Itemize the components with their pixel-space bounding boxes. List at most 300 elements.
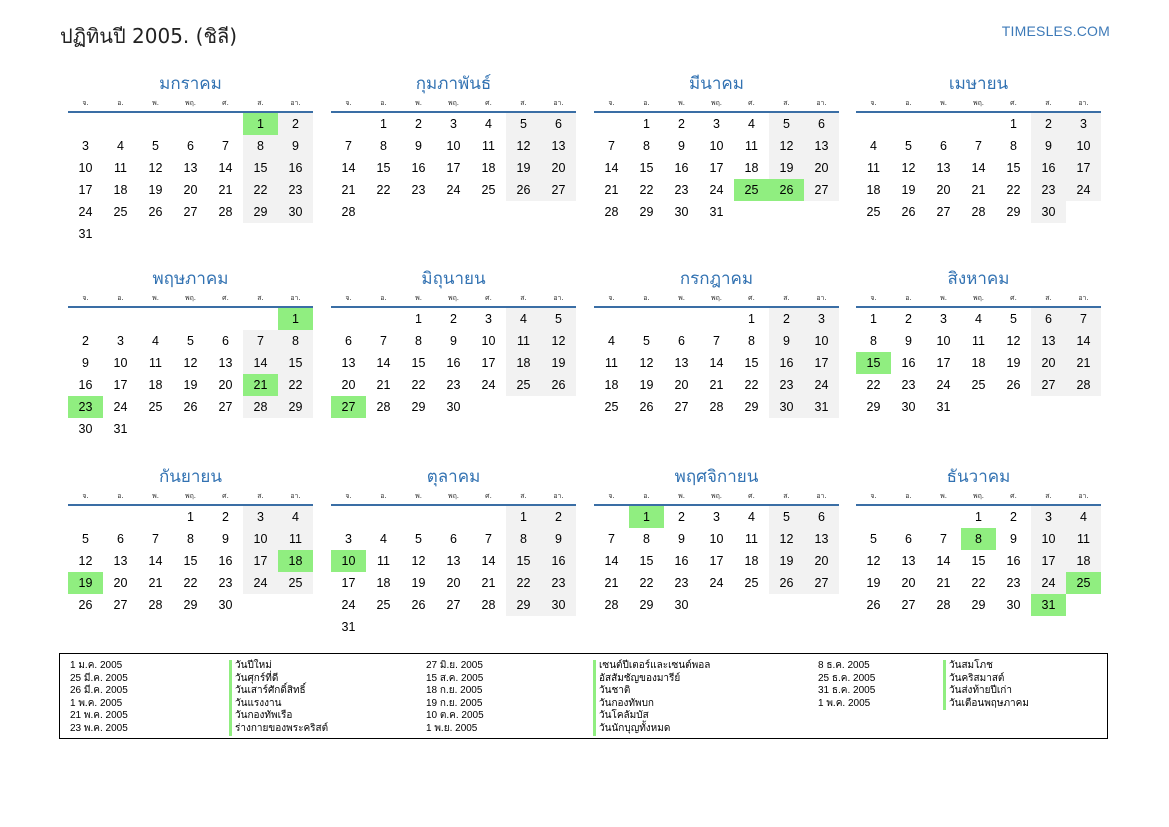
day-cell: 7 [1066,308,1101,330]
day-cell: 28 [709,400,724,414]
day-cell: 15 [639,554,654,568]
weekday-label: ส. [520,99,527,107]
day-cell: 17 [936,356,951,370]
day-cell: 4 [748,117,755,131]
day-cell: 16 [674,161,689,175]
day-cell: 11 [114,161,127,175]
legend-holiday-name: อัสสัมชัญของมารีย์ [593,673,710,686]
day-cell: 6 [187,139,194,153]
day-cell: 27 [901,598,916,612]
weekday-label: พฤ. [447,492,460,500]
day-cell: 20 [936,183,951,197]
day-cell: 18 [113,183,128,197]
day-cell: 24 [709,183,724,197]
day-grid [331,308,576,418]
month-name: กรกฎาคม [679,269,754,289]
weekday-label: พ. [152,99,159,107]
holiday-legend [59,653,1108,739]
day-cell: 21 [604,576,619,590]
day-cell: 16 [1006,554,1021,568]
weekday-label: จ. [82,492,89,500]
weekday-label: อ. [643,492,650,500]
month-name: มิถุนายน [421,269,486,289]
weekday-label: ศ. [1010,492,1017,500]
holiday-day-cell: 10 [331,550,366,572]
month-calendar [68,266,313,440]
weekday-label: อา. [553,492,564,500]
weekday-header [331,490,576,506]
weekday-label: พฤ. [710,99,723,107]
day-cell: 14 [709,356,724,370]
day-cell: 23 [411,183,426,197]
day-cell: 11 [972,334,985,348]
legend-date: 1 พ.ค. 2005 [70,697,123,709]
day-cell: 19 [541,352,576,374]
day-cell: 8 [243,135,278,157]
day-cell: 17 [709,554,724,568]
weekday-label: ส. [1045,492,1052,500]
day-cell: 19 [148,183,163,197]
weekday-label: ศ. [222,294,229,302]
legend-date: 25 ธ.ค. 2005 [818,672,876,684]
day-grid [594,113,839,223]
day-cell: 21 [481,576,496,590]
day-cell: 7 [222,139,229,153]
day-cell: 23 [218,576,233,590]
legend-holiday-name: วันส่งท้ายปีเก่า [943,685,1029,698]
day-cell: 15 [1006,161,1021,175]
legend-column-3-names [943,660,1029,710]
day-cell: 18 [376,576,391,590]
legend-holiday-name: วันโคลัมบัส [593,710,710,723]
day-cell: 27 [183,205,198,219]
legend-date: 1 พ.ค. 2005 [818,697,871,709]
legend-holiday-name: วันนักบุญทั้งหมด [593,723,710,736]
day-cell: 20 [901,576,916,590]
day-cell: 24 [113,400,128,414]
day-cell: 4 [506,308,541,330]
day-cell: 9 [678,139,685,153]
day-grid [594,506,839,616]
month-calendar [856,266,1101,418]
day-cell: 27 [541,179,576,201]
day-cell: 17 [481,356,496,370]
day-cell: 26 [78,598,93,612]
day-cell: 29 [1006,205,1021,219]
day-cell: 8 [380,139,387,153]
weekday-label: จ. [870,492,877,500]
weekday-label: พฤ. [184,99,197,107]
day-cell: 26 [1006,378,1021,392]
day-cell: 17 [804,352,839,374]
day-cell: 27 [1031,374,1066,396]
holiday-day-cell: 31 [1031,594,1066,616]
legend-holiday-name: วันปีใหม่ [229,660,328,673]
day-cell: 25 [866,205,881,219]
day-cell: 11 [867,161,880,175]
day-cell: 22 [971,576,986,590]
month-calendar [331,266,576,418]
day-cell: 10 [936,334,951,348]
day-cell: 12 [1006,334,1021,348]
weekday-label: ศ. [485,294,492,302]
day-cell: 25 [113,205,128,219]
day-cell: 8 [278,330,313,352]
day-cell: 25 [744,576,759,590]
day-cell: 14 [604,554,619,568]
day-cell: 16 [278,157,313,179]
day-cell: 8 [643,139,650,153]
day-cell: 26 [639,400,654,414]
empty-cell [366,308,401,330]
day-cell: 29 [243,201,278,223]
weekday-label: จ. [608,99,615,107]
day-cell: 19 [769,550,804,572]
day-cell: 30 [901,400,916,414]
legend-column-2-dates [426,660,484,736]
day-cell: 28 [604,598,619,612]
empty-cell [243,308,278,330]
day-cell: 13 [901,554,916,568]
weekday-label: อ. [905,492,912,500]
empty-cell [594,308,629,330]
weekday-label: อ. [643,99,650,107]
day-cell: 21 [709,378,724,392]
day-cell: 28 [341,205,356,219]
day-cell: 3 [1066,113,1101,135]
weekday-label: พฤ. [972,492,985,500]
day-cell: 2 [278,113,313,135]
day-cell: 30 [541,594,576,616]
day-grid [594,308,839,418]
day-cell: 22 [243,179,278,201]
day-cell: 29 [639,205,654,219]
day-cell: 24 [341,598,356,612]
empty-cell [436,506,471,528]
empty-cell [103,506,138,528]
day-cell: 23 [674,576,689,590]
day-cell: 30 [218,598,233,612]
day-cell: 21 [971,183,986,197]
day-cell: 11 [605,356,618,370]
day-cell: 8 [506,528,541,550]
weekday-label: อา. [553,99,564,107]
day-cell: 29 [183,598,198,612]
day-cell: 24 [446,183,461,197]
day-cell: 12 [183,356,198,370]
day-cell: 31 [78,227,93,241]
month-calendar [68,464,313,616]
day-cell: 30 [1006,598,1021,612]
day-cell: 24 [1066,179,1101,201]
day-cell: 19 [183,378,198,392]
legend-date: 19 ก.ย. 2005 [426,697,483,709]
day-cell: 23 [541,572,576,594]
weekday-label: ศ. [1010,99,1017,107]
day-cell: 7 [380,334,387,348]
weekday-label: พ. [678,99,685,107]
day-cell: 1 [975,510,982,524]
day-cell: 7 [608,532,615,546]
legend-date: 10 ต.ค. 2005 [426,710,484,722]
day-cell: 26 [411,598,426,612]
day-cell: 8 [1010,139,1017,153]
day-cell: 21 [1066,352,1101,374]
day-cell: 23 [446,378,461,392]
day-cell: 1 [187,510,194,524]
weekday-label: พ. [152,492,159,500]
weekday-label: ส. [783,492,790,500]
holiday-day-cell: 18 [278,550,313,572]
empty-cell [891,506,926,528]
weekday-label: พ. [678,294,685,302]
day-cell: 17 [113,378,128,392]
day-cell: 26 [769,572,804,594]
day-cell: 19 [866,576,881,590]
day-cell: 31 [936,400,951,414]
weekday-header [856,292,1101,308]
weekday-label: จ. [608,492,615,500]
day-cell: 7 [713,334,720,348]
day-cell: 1 [870,312,877,326]
weekday-label: ศ. [748,294,755,302]
day-cell: 17 [341,576,356,590]
day-cell: 13 [804,528,839,550]
weekday-label: ศ. [1010,294,1017,302]
day-cell: 20 [674,378,689,392]
day-cell: 13 [936,161,951,175]
day-cell: 14 [148,554,163,568]
day-cell: 9 [278,135,313,157]
day-cell: 7 [608,139,615,153]
weekday-label: พฤ. [447,294,460,302]
day-cell: 13 [446,554,461,568]
weekday-label: พ. [678,492,685,500]
day-cell: 27 [674,400,689,414]
weekday-label: พฤ. [972,294,985,302]
empty-cell [138,308,173,330]
month-name: พฤษภาคม [152,269,229,289]
weekday-label: พฤ. [972,99,985,107]
holiday-day-cell: 21 [243,374,278,396]
day-cell: 28 [604,205,619,219]
month-calendar [594,71,839,223]
day-cell: 21 [148,576,163,590]
day-cell: 1 [748,312,755,326]
empty-cell [138,506,173,528]
day-cell: 25 [148,400,163,414]
month-name: สิงหาคม [947,269,1010,289]
day-cell: 29 [744,400,759,414]
empty-cell [173,308,208,330]
empty-cell [471,506,506,528]
day-cell: 22 [183,576,198,590]
day-cell: 17 [243,550,278,572]
day-cell: 3 [82,139,89,153]
day-grid [856,113,1101,223]
weekday-label: ส. [783,99,790,107]
month-name: มีนาคม [689,74,744,94]
day-cell: 14 [243,352,278,374]
day-cell: 3 [243,506,278,528]
day-cell: 15 [506,550,541,572]
day-cell: 15 [278,352,313,374]
day-cell: 29 [639,598,654,612]
day-cell: 9 [678,532,685,546]
day-cell: 14 [481,554,496,568]
day-cell: 11 [377,554,390,568]
legend-date: 26 มี.ค. 2005 [70,685,128,697]
day-cell: 18 [481,161,496,175]
day-cell: 10 [709,139,724,153]
day-cell: 2 [905,312,912,326]
day-cell: 24 [804,374,839,396]
day-cell: 31 [341,620,356,634]
day-cell: 3 [804,308,839,330]
weekday-label: ส. [257,99,264,107]
weekday-label: อ. [905,99,912,107]
month-calendar [856,71,1101,223]
day-cell: 22 [411,378,426,392]
day-cell: 10 [709,532,724,546]
day-cell: 30 [674,205,689,219]
weekday-header [68,490,313,506]
day-cell: 27 [804,179,839,201]
day-cell: 15 [183,554,198,568]
day-cell: 14 [218,161,233,175]
day-cell: 12 [78,554,93,568]
day-cell: 20 [541,157,576,179]
day-cell: 13 [1031,330,1066,352]
day-cell: 30 [278,201,313,223]
day-cell: 8 [870,334,877,348]
day-cell: 5 [187,334,194,348]
day-cell: 18 [744,161,759,175]
day-cell: 18 [971,356,986,370]
day-cell: 6 [1031,308,1066,330]
month-name: ธันวาคม [946,467,1011,487]
weekday-label: ศ. [485,99,492,107]
day-cell: 2 [222,510,229,524]
legend-date: 18 ก.ย. 2005 [426,685,483,697]
legend-date: 1 พ.ย. 2005 [426,722,478,734]
weekday-label: จ. [82,294,89,302]
day-cell: 20 [804,550,839,572]
day-cell: 19 [639,378,654,392]
weekday-label: พ. [940,99,947,107]
empty-cell [856,506,891,528]
page-title: ปฏิทินปี 2005. (ชิลี) [60,24,238,48]
day-cell: 12 [901,161,916,175]
weekday-label: อ. [380,99,387,107]
day-cell: 13 [674,356,689,370]
day-grid [68,506,313,616]
day-cell: 19 [411,576,426,590]
empty-cell [138,113,173,135]
day-cell: 16 [769,352,804,374]
empty-cell [103,308,138,330]
day-cell: 11 [745,139,758,153]
legend-holiday-name: ร่างกายของพระคริสต์ [229,723,328,736]
day-cell: 9 [222,532,229,546]
day-cell: 19 [506,157,541,179]
weekday-label: พฤ. [710,294,723,302]
month-name: พฤศจิกายน [674,467,759,487]
day-cell: 9 [415,139,422,153]
empty-cell [926,113,961,135]
legend-holiday-name: วันคริสมาสต์ [943,673,1029,686]
day-grid [856,506,1101,616]
day-cell: 12 [148,161,163,175]
weekday-label: พ. [415,294,422,302]
weekday-label: อา. [1078,99,1089,107]
day-cell: 13 [218,356,233,370]
weekday-label: อา. [290,99,301,107]
empty-cell [366,506,401,528]
site-brand-link[interactable]: TIMESLES.COM [1001,23,1110,39]
day-cell: 4 [870,139,877,153]
weekday-header [68,97,313,113]
day-cell: 18 [866,183,881,197]
day-cell: 23 [278,179,313,201]
day-cell: 7 [940,532,947,546]
day-cell: 3 [117,334,124,348]
day-cell: 22 [744,378,759,392]
day-cell: 9 [82,356,89,370]
month-calendar [68,71,313,245]
day-cell: 4 [748,510,755,524]
month-calendar [856,464,1101,616]
day-cell: 15 [639,161,654,175]
day-cell: 5 [870,532,877,546]
legend-date: 1 ม.ค. 2005 [70,660,123,671]
day-cell: 8 [643,532,650,546]
legend-holiday-name: วันแรงงาน [229,698,328,711]
day-cell: 18 [506,352,541,374]
day-cell: 17 [1066,157,1101,179]
legend-date: 21 พ.ค. 2005 [70,710,128,722]
day-cell: 11 [278,528,313,550]
day-cell: 20 [804,157,839,179]
day-cell: 13 [804,135,839,157]
day-cell: 3 [940,312,947,326]
day-cell: 1 [380,117,387,131]
day-cell: 2 [678,117,685,131]
legend-date: 27 มิ.ย. 2005 [426,660,483,671]
legend-holiday-name: วันชาติ [593,685,710,698]
weekday-header [856,97,1101,113]
holiday-day-cell: 27 [331,396,366,418]
weekday-label: ศ. [222,99,229,107]
day-cell: 6 [905,532,912,546]
empty-cell [856,113,891,135]
day-cell: 21 [218,183,233,197]
day-cell: 23 [901,378,916,392]
day-cell: 31 [113,422,128,436]
weekday-label: ศ. [222,492,229,500]
legend-holiday-name: วันเตือนพฤษภาคม [943,698,1029,711]
day-cell: 12 [506,135,541,157]
day-cell: 21 [341,183,356,197]
day-cell: 22 [639,183,654,197]
day-cell: 24 [78,205,93,219]
day-cell: 5 [769,113,804,135]
day-cell: 28 [1066,374,1101,396]
day-cell: 2 [1010,510,1017,524]
day-cell: 2 [82,334,89,348]
day-cell: 24 [709,576,724,590]
day-cell: 23 [1006,576,1021,590]
